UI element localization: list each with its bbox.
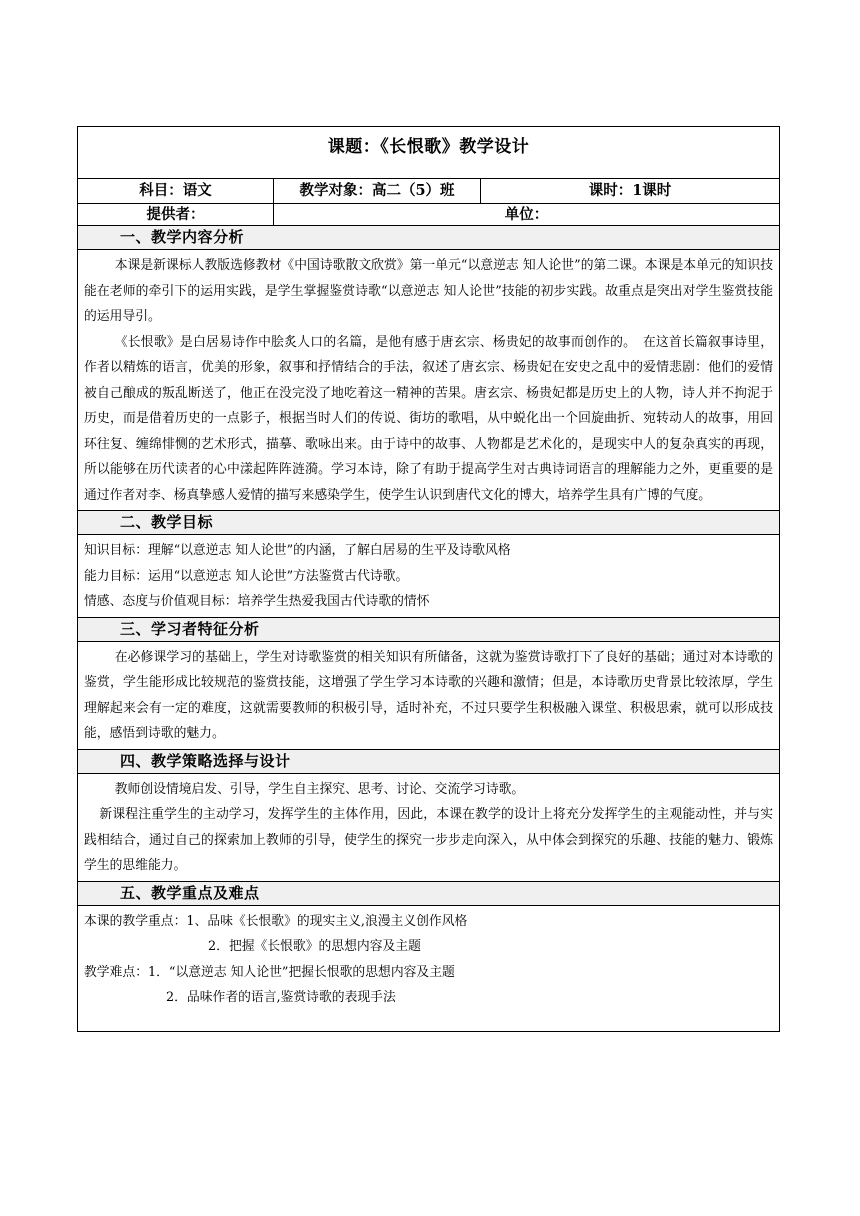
target-cell: 教学对象：高二（5）班 bbox=[274, 179, 481, 203]
focus-line-2: 2．把握《长恨歌》的思想内容及主题 bbox=[208, 939, 421, 954]
section-heading-goals: 二、教学目标 bbox=[78, 511, 779, 535]
focus-line-1: 本课的教学重点：1、品味《长恨歌》的现实主义,浪漫主义创作风格 bbox=[84, 913, 468, 929]
section-body-goals bbox=[78, 535, 779, 618]
hours-cell: 课时：1课时 bbox=[588, 182, 672, 199]
learners-paragraph: 在必修课学习的基础上，学生对诗歌鉴赏的相关知识有所储备，这就为鉴赏诗歌打下了良好的基础；通过对本诗歌的鉴赏，学生能形成比较规范的鉴赏技能，这增强了学生学习本诗歌的兴趣和激情；但是，本诗歌历史背景比较浓厚，学生理解起来会有一定的难度，这就需要教师的积极引导，适时补充，不过只要学生积极融入课堂、积极思索，就可以形成技能，感悟到诗歌的魅力。 bbox=[84, 649, 773, 741]
strategy-paragraph-1: 教师创设情境启发、引导，学生自主探究、思考、讨论、交流学习诗歌。 bbox=[114, 781, 525, 797]
content-paragraph-2: 《长恨歌》是白居易诗作中脍炙人口的名篇，是他有感于唐玄宗、杨贵妃的故事而创作的。 在这首长篇叙事诗里，作者以精炼的语言，优美的形象，叙事和抒情结合的手法，叙述了唐玄宗、杨贵妃在安史之乱中的爱情悲剧：他们的爱情被自己酿成的叛乱断送了，他正在没完没了地吃着这一精神的苦果。唐玄宗、杨贵妃都是历史上的人物，诗人并不拘泥于历史，而是借着历史的一点影子，根据当时人们的传说、街坊的歌唱，从中蜕化出一个回旋曲折、宛转动人的故事，用回环往复、缠绵悱恻的艺术形式，描摹、歌咏出来。由于诗中的故事、人物都是艺术化的，是现实中人的复杂真实的再现，所以能够在历代读者的心中漾起阵阵涟漪。学习本诗，除了有助于提高学生对古典诗词语言的理解能力之外，更重要的是通过作者对李、杨真挚感人爱情的描写来感染学生，使学生认识到唐代文化的博大，培养学生具有广博的气度。 bbox=[84, 334, 773, 503]
knowledge-goal: 知识目标：理解“以意逆志 知人论世”的内涵，了解白居易的生平及诗歌风格 bbox=[84, 543, 511, 558]
difficulty-line-2: 2．品味作者的语言,鉴赏诗歌的表现手法 bbox=[166, 990, 396, 1005]
section-heading-keypoints: 五、教学重点及难点 bbox=[78, 882, 779, 906]
ability-goal: 能力目标：运用“以意逆志 知人论世”方法鉴赏古代诗歌。 bbox=[84, 568, 409, 584]
section-body-content bbox=[78, 250, 779, 511]
section-heading-learners: 三、学习者特征分析 bbox=[78, 618, 779, 642]
provider-cell: 提供者： bbox=[78, 204, 274, 225]
difficulty-line-1: 教学难点：1．“以意逆志 知人论世”把握长恨歌的思想内容及主题 bbox=[84, 964, 455, 980]
section-body-strategy bbox=[78, 774, 779, 882]
section-heading-content: 一、教学内容分析 bbox=[78, 226, 779, 250]
emotion-goal: 情感、态度与价值观目标：培养学生热爱我国古代诗歌的情怀 bbox=[84, 594, 430, 609]
title-row bbox=[78, 127, 779, 179]
section-heading-strategy: 四、教学策略选择与设计 bbox=[78, 750, 779, 774]
content-paragraph-1: 本课是新课标人教版选修教材《中国诗歌散文欣赏》第一单元“以意逆志 知人论世”的第二课。本课是本单元的知识技能在老师的牵引下的运用实践，是学生掌握鉴赏诗歌“以意逆志 知人论世”技能的初步实践。故重点是突出对学生鉴赏技能的运用导引。 bbox=[84, 258, 773, 324]
unit-cell: 单位： bbox=[504, 206, 549, 223]
section-body-learners bbox=[78, 642, 779, 750]
strategy-paragraph-2: 新课程注重学生的主动学习，发挥学生的主体作用，因此，本课在教学的设计上将充分发挥学生的主观能动性，并与实践相结合，通过自己的探索加上教师的引导，使学生的探究一步步走向深入，从中体会到探究的乐趣、技能的魅力、锻炼学生的思维能力。 bbox=[84, 807, 773, 873]
lesson-plan-table bbox=[77, 126, 780, 1032]
subject-cell: 科目：语文 bbox=[78, 179, 274, 203]
lesson-title: 课题：《长恨歌》教学设计 bbox=[327, 137, 530, 157]
meta-row bbox=[78, 179, 779, 204]
section-body-keypoints bbox=[78, 906, 779, 1031]
provider-row bbox=[78, 204, 779, 226]
